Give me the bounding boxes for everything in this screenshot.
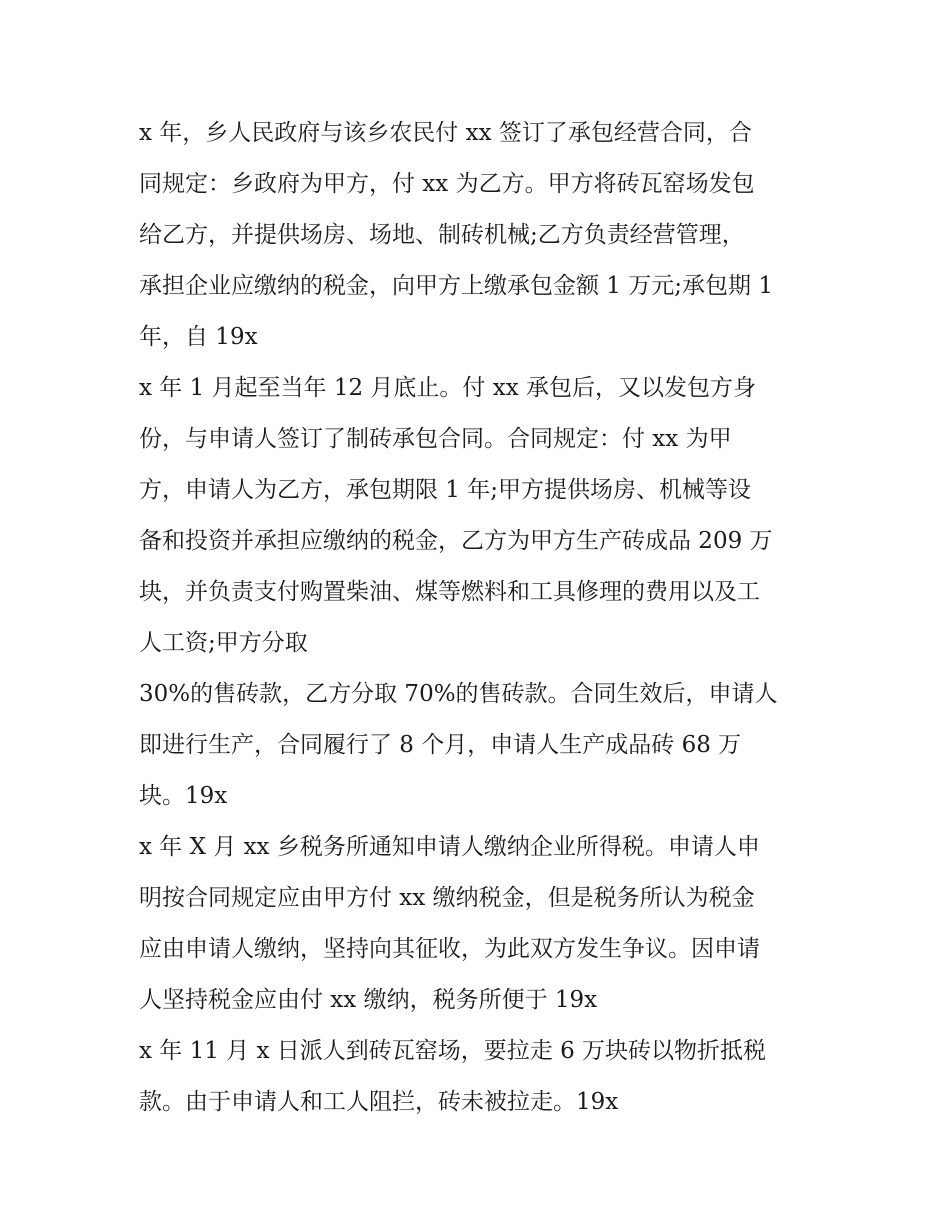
text-line: 给乙方，并提供场房、场地、制砖机械;乙方负责经营管理， xyxy=(139,222,745,248)
text-line: 款。由于申请人和工人阻拦，砖未被拉走。19x xyxy=(139,1089,619,1115)
text-line: 块。19x xyxy=(139,783,228,809)
text-line: 明按合同规定应由甲方付 xx 缴纳税金，但是税务所认为税金 xyxy=(139,885,755,911)
text-line: x 年 X 月 xx 乡税务所通知申请人缴纳企业所得税。申请人申 xyxy=(139,834,760,860)
text-line: 块，并负责支付购置柴油、煤等燃料和工具修理的费用以及工 xyxy=(139,579,760,605)
text-line: x 年 11 月 x 日派人到砖瓦窑场，要拉走 6 万块砖以物折抵税 xyxy=(139,1038,767,1064)
text-line: 承担企业应缴纳的税金，向甲方上缴承包金额 1 万元;承包期 1 xyxy=(139,273,773,299)
text-line: 年，自 19x xyxy=(139,324,258,350)
text-line: 30%的售砖款，乙方分取 70%的售砖款。合同生效后，申请人 xyxy=(139,681,778,707)
text-line: x 年，乡人民政府与该乡农民付 xx 签订了承包经营合同，合 xyxy=(139,120,752,146)
text-line: 即进行生产，合同履行了 8 个月，申请人生产成品砖 68 万 xyxy=(139,732,742,758)
text-line: 份，与申请人签订了制砖承包合同。合同规定：付 xx 为甲 xyxy=(139,426,732,452)
document-body xyxy=(139,108,829,1128)
text-line: 人坚持税金应由付 xx 缴纳，税务所便于 19x xyxy=(139,987,598,1013)
text-line: 备和投资并承担应缴纳的税金，乙方为甲方生产砖成品 209 万 xyxy=(139,528,773,554)
text-line: 同规定：乡政府为甲方，付 xx 为乙方。甲方将砖瓦窑场发包 xyxy=(139,171,755,197)
text-line: x 年 1 月起至当年 12 月底止。付 xx 承包后，又以发包方身 xyxy=(139,375,756,401)
text-line: 应由申请人缴纳，坚持向其征收，为此双方发生争议。因申请 xyxy=(139,936,760,962)
text-line: 方，申请人为乙方，承包期限 1 年;甲方提供场房、机械等设 xyxy=(139,477,752,503)
text-line: 人工资;甲方分取 xyxy=(139,630,308,656)
